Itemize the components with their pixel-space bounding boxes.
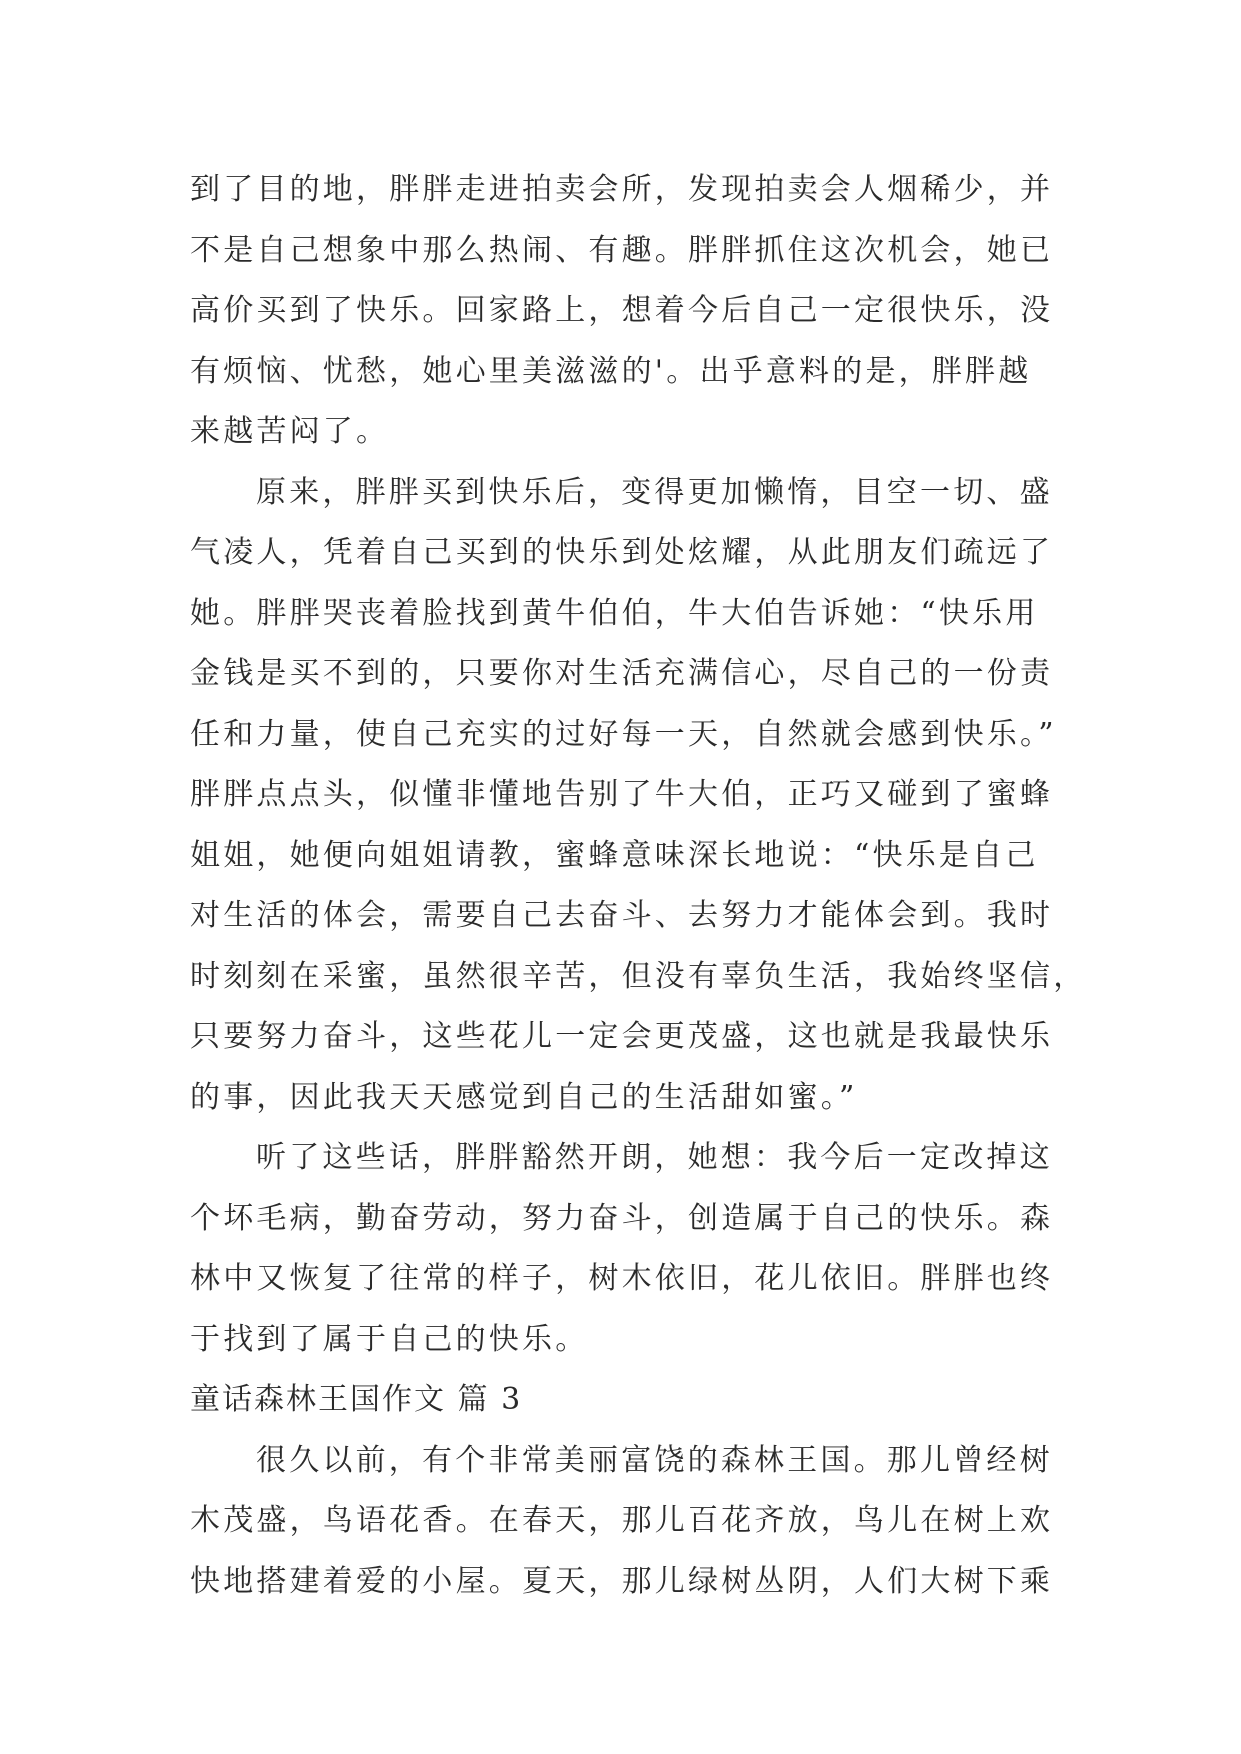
text-line: 的事，因此我天天感觉到自己的生活甜如蜜。” [190, 1079, 858, 1115]
text-line: 个坏毛病，勤奋劳动，努力奋斗，创造属于自己的快乐。森 [190, 1200, 1054, 1236]
paragraph-first-line: 听了这些话，胖胖豁然开朗，她想：我今后一定改掉这 [256, 1140, 1053, 1175]
text-line: 于找到了属于自己的快乐。 [190, 1321, 589, 1357]
document-body [190, 160, 1087, 1612]
paragraph-first-line: 原来，胖胖买到快乐后，变得更加懒惰，目空一切、盛 [256, 474, 1053, 510]
text-line: 林中又恢复了往常的样子，树木依旧，花儿依旧。胖胖也终 [190, 1261, 1054, 1296]
text-line: 只要努力奋斗，这些花儿一定会更茂盛，这也就是我最快乐 [190, 1019, 1054, 1054]
text-line: 不是自己想象中那么热闹、有趣。胖胖抓住这次机会，她已 [190, 232, 1054, 268]
text-line: 气凌人，凭着自己买到的快乐到处炫耀，从此朋友们疏远了 [190, 535, 1054, 570]
text-line: 她。胖胖哭丧着脸找到黄牛伯伯，牛大伯告诉她：“快乐用 [190, 595, 1039, 631]
section-heading: 童话森林王国作文 篇 3 [190, 1382, 523, 1417]
text-line: 任和力量，使自己充实的过好每一天，自然就会感到快乐。” [190, 716, 1057, 752]
text-line: 木茂盛，鸟语花香。在春天，那儿百花齐放，鸟儿在树上欢 [190, 1503, 1054, 1538]
text-line: 到了目的地，胖胖走进拍卖会所，发现拍卖会人烟稀少，并 [190, 172, 1054, 207]
text-line: 快地搭建着爱的小屋。夏天，那儿绿树丛阴，人们大树下乘 [190, 1563, 1054, 1599]
text-line: 胖胖点点头，似懂非懂地告别了牛大伯，正巧又碰到了蜜蜂 [190, 777, 1054, 812]
text-line: 有烦恼、忧愁，她心里美滋滋的'。出乎意料的是，胖胖越 [190, 353, 1032, 389]
text-line: 来越苦闷了。 [190, 414, 390, 449]
text-line: 对生活的体会，需要自己去奋斗、去努力才能体会到。我时 [190, 898, 1054, 933]
paragraph-first-line: 很久以前，有个非常美丽富饶的森林王国。那儿曾经树 [256, 1442, 1053, 1478]
text-line: 姐姐，她便向姐姐请教，蜜蜂意味深长地说：“快乐是自己 [190, 837, 1039, 873]
text-line: 高价买到了快乐。回家路上，想着今后自己一定很快乐，没 [190, 293, 1054, 328]
text-line: 时刻刻在采蜜，虽然很辛苦，但没有辜负生活，我始终坚信， [190, 958, 1087, 994]
text-line: 金钱是买不到的，只要你对生活充满信心，尽自己的一份责 [190, 656, 1054, 691]
